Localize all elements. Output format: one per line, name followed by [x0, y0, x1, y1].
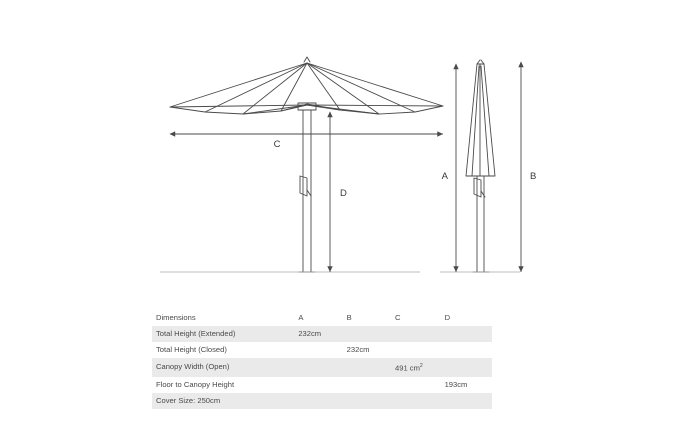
- open-parasol-drawing: [170, 57, 443, 272]
- header-a: A: [294, 310, 342, 326]
- table-row: [152, 342, 492, 358]
- table-row: [152, 358, 492, 377]
- header-d: D: [441, 310, 492, 326]
- row-value-d: 193cm: [441, 377, 492, 393]
- row-label: Total Height (Extended): [152, 326, 294, 342]
- row-value-c: [391, 377, 441, 393]
- row-value-a: 232cm: [294, 326, 342, 342]
- row-value-a: [294, 358, 342, 377]
- row-value-a: [294, 342, 342, 358]
- table-row: [152, 393, 492, 409]
- row-label: Total Height (Closed): [152, 342, 294, 358]
- dimension-b-label: B: [530, 171, 537, 182]
- dimension-d-label: D: [340, 188, 347, 199]
- row-value-a: [294, 377, 342, 393]
- dimension-c: [170, 134, 443, 150]
- dimension-c-label: C: [273, 139, 281, 150]
- row-label: Canopy Width (Open): [152, 358, 294, 377]
- row-value-d: [441, 393, 492, 409]
- table-header-row: [152, 310, 492, 326]
- row-value-c: [391, 393, 441, 409]
- table-row: [152, 377, 492, 393]
- header-b: B: [343, 310, 391, 326]
- row-value-d: [441, 326, 492, 342]
- table-row: [152, 326, 492, 342]
- row-value-c: [391, 342, 441, 358]
- row-value-b: [343, 326, 391, 342]
- row-value-b: [343, 358, 391, 377]
- row-value-d: [441, 342, 492, 358]
- row-label: Floor to Canopy Height: [152, 377, 294, 393]
- dimension-b: [521, 62, 536, 272]
- row-value-c-superscript: 2: [419, 363, 423, 369]
- row-value-c: [391, 326, 441, 342]
- row-label: Cover Size: 250cm: [152, 393, 294, 409]
- dimension-a: [442, 64, 456, 272]
- row-value-d: [441, 358, 492, 377]
- closed-parasol-drawing: [466, 60, 495, 272]
- dimension-d: [330, 112, 347, 272]
- dimensions-table: [152, 310, 492, 409]
- row-value-c: [391, 358, 441, 377]
- row-value-b: [343, 393, 391, 409]
- row-value-b: [343, 377, 391, 393]
- row-value-a: [294, 393, 342, 409]
- dimension-a-label: A: [441, 171, 448, 182]
- header-dimensions: Dimensions: [152, 310, 294, 326]
- row-value-c-text: 491 cm: [395, 363, 420, 373]
- header-c: C: [391, 310, 441, 326]
- row-value-b: 232cm: [343, 342, 391, 358]
